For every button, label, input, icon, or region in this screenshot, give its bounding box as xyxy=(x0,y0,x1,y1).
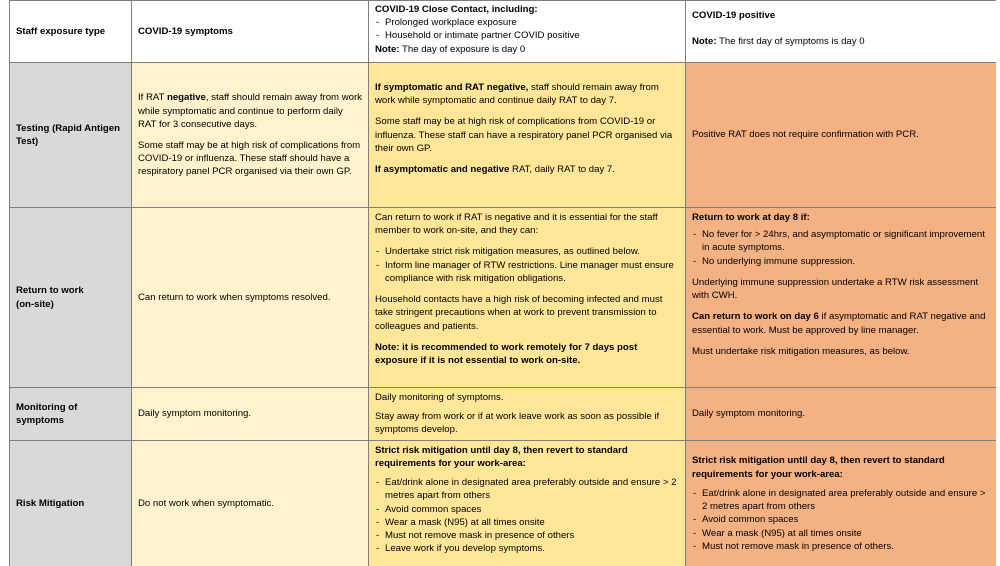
list-item: - Leave work if you develop symptoms. xyxy=(375,542,679,555)
return-to-work-close-contact-cell xyxy=(369,208,686,388)
return-to-work-close-contact-list xyxy=(375,245,679,285)
header-close-contact-item: - Household or intimate partner COVID positive xyxy=(375,29,679,42)
list-item: - Eat/drink alone in designated area preferably outside and ensure > 2 metres apart from others xyxy=(375,476,679,502)
return-to-work-positive-para: Must undertake risk mitigation measures, as below. xyxy=(692,345,910,357)
text-run: staff should remain away from work while symptomatic and continue daily RAT to day 7. xyxy=(375,82,659,107)
risk-mitigation-positive-list xyxy=(692,487,990,553)
list-item: - Must not remove mask in presence of others. xyxy=(692,540,990,553)
header-positive-title: COVID-19 positive xyxy=(692,10,776,21)
header-close-contact-item: - Prolonged workplace exposure xyxy=(375,16,679,29)
text-run: If RAT xyxy=(138,92,167,104)
return-to-work-positive-title: Return to work at day 8 if: xyxy=(692,212,810,223)
note-text: The day of exposure is day 0 xyxy=(399,43,526,55)
monitoring-close-contact-cell xyxy=(369,388,686,441)
testing-close-contact-cell xyxy=(369,63,686,208)
text-run-bold: negative xyxy=(166,92,206,104)
risk-mitigation-positive-title: Strict risk mitigation until day 8, then revert to standard requirements for your work-area: xyxy=(692,455,945,480)
header-exposure-type-text: Staff exposure type xyxy=(16,25,106,37)
return-to-work-label-line: Return to work xyxy=(16,285,84,297)
risk-mitigation-positive-cell xyxy=(686,440,997,566)
risk-mitigation-label: Risk Mitigation xyxy=(10,440,132,566)
header-close-contact-list xyxy=(375,16,679,42)
risk-mitigation-close-contact-list xyxy=(375,476,679,555)
return-to-work-symptoms-cell: Can return to work when symptoms resolved. xyxy=(132,208,369,388)
testing-symptoms-para: Some staff may be at high risk of complications from COVID-19 or influenza. These staff should have a respiratory panel PCR organised via their own GP. xyxy=(138,140,361,178)
text-run-bold: If asymptomatic and negative xyxy=(375,164,510,176)
note-text: The first day of symptoms is day 0 xyxy=(716,36,865,48)
header-positive xyxy=(686,1,997,63)
text-run: , staff should remain away from work while symptomatic and continue to perform daily RAT for 3 consecutive days. xyxy=(138,92,362,130)
list-item: - Inform line manager of RTW restrictions. Line manager must ensure compliance with risk mitigation obligations. xyxy=(375,259,679,285)
list-item: - Must not remove mask in presence of others xyxy=(375,529,679,542)
list-item: - Avoid common spaces xyxy=(375,503,679,516)
list-item: - Wear a mask (N95) at all times onsite xyxy=(375,516,679,529)
list-item: - No underlying immune suppression. xyxy=(692,255,990,268)
covid-staff-exposure-table xyxy=(9,0,996,566)
testing-close-contact-para: Some staff may be at high risk of complications from COVID-19 or influenza. These staff can have a respiratory panel PCR organised via their own GP. xyxy=(375,116,673,154)
list-item: - Undertake strict risk mitigation measures, as outlined below. xyxy=(375,245,679,258)
monitoring-close-contact-para: Daily monitoring of symptoms. xyxy=(375,392,504,403)
testing-symptoms-cell xyxy=(132,63,369,208)
risk-mitigation-row xyxy=(10,440,997,566)
monitoring-row xyxy=(10,388,997,441)
note-label: Note: xyxy=(375,43,400,55)
testing-close-contact-para xyxy=(375,163,679,176)
list-item: - Wear a mask (N95) at all times onsite xyxy=(692,527,990,540)
text-run-bold: Can return to work on day 6 xyxy=(692,311,819,323)
return-to-work-positive-cell xyxy=(686,208,997,388)
header-positive-note xyxy=(692,35,990,48)
return-to-work-close-contact-para: Household contacts have a high risk of becoming infected and must take stringent precautions when at work to prevent transmission to colleagues and patients. xyxy=(375,294,663,332)
testing-label: Testing (Rapid Antigen Test) xyxy=(10,63,132,208)
risk-mitigation-close-contact-cell xyxy=(369,440,686,566)
testing-symptoms-para xyxy=(138,91,362,131)
header-close-contact-title: COVID-19 Close Contact, including: xyxy=(375,4,538,15)
return-to-work-label-line: (on-site) xyxy=(16,298,54,310)
note-label: Note: xyxy=(692,36,717,48)
text-run-bold: If symptomatic and RAT negative, xyxy=(375,82,529,93)
covid-staff-exposure-table-sheet xyxy=(9,0,996,566)
testing-row xyxy=(10,63,997,208)
monitoring-positive-cell: Daily symptom monitoring. xyxy=(686,388,997,441)
return-to-work-positive-para xyxy=(692,310,990,336)
return-to-work-label xyxy=(10,208,132,388)
risk-mitigation-symptoms-cell: Do not work when symptomatic. xyxy=(132,440,369,566)
monitoring-label: Monitoring of symptoms xyxy=(10,388,132,441)
monitoring-close-contact-para: Stay away from work or if at work leave work as soon as possible if symptoms develop. xyxy=(375,411,660,436)
return-to-work-positive-para: Underlying immune suppression undertake a RTW risk assessment with CWH. xyxy=(692,276,979,302)
header-exposure-type xyxy=(10,1,132,63)
header-close-contact-note xyxy=(375,43,679,56)
header-row xyxy=(10,1,997,63)
list-item: - Eat/drink alone in designated area preferably outside and ensure > 2 metres apart from others xyxy=(692,487,990,513)
text-run: if asymptomatic and RAT negative and essential to work. Must be approved by line manager. xyxy=(692,311,986,336)
testing-positive-cell: Positive RAT does not require confirmation with PCR. xyxy=(686,63,997,208)
return-to-work-close-contact-note: Note: it is recommended to work remotely for 7 days post exposure if it is not essential to work on-site. xyxy=(375,341,638,367)
testing-close-contact-para xyxy=(375,81,679,107)
risk-mitigation-close-contact-title: Strict risk mitigation until day 8, then revert to standard requirements for your work-area: xyxy=(375,444,628,469)
return-to-work-close-contact-para: Can return to work if RAT is negative and it is essential for the staff member to work on-site, and they can: xyxy=(375,212,658,237)
monitoring-symptoms-cell: Daily symptom monitoring. xyxy=(132,388,369,441)
return-to-work-positive-list xyxy=(692,228,990,268)
list-item: - No fever for > 24hrs, and asymptomatic or significant improvement in acute symptoms. xyxy=(692,228,990,254)
return-to-work-row xyxy=(10,208,997,388)
text-run: RAT, daily RAT to day 7. xyxy=(509,164,615,176)
header-close-contact xyxy=(369,1,686,63)
header-symptoms xyxy=(132,1,369,63)
list-item: - Avoid common spaces xyxy=(692,513,990,526)
header-symptoms-text: COVID-19 symptoms xyxy=(138,25,233,37)
